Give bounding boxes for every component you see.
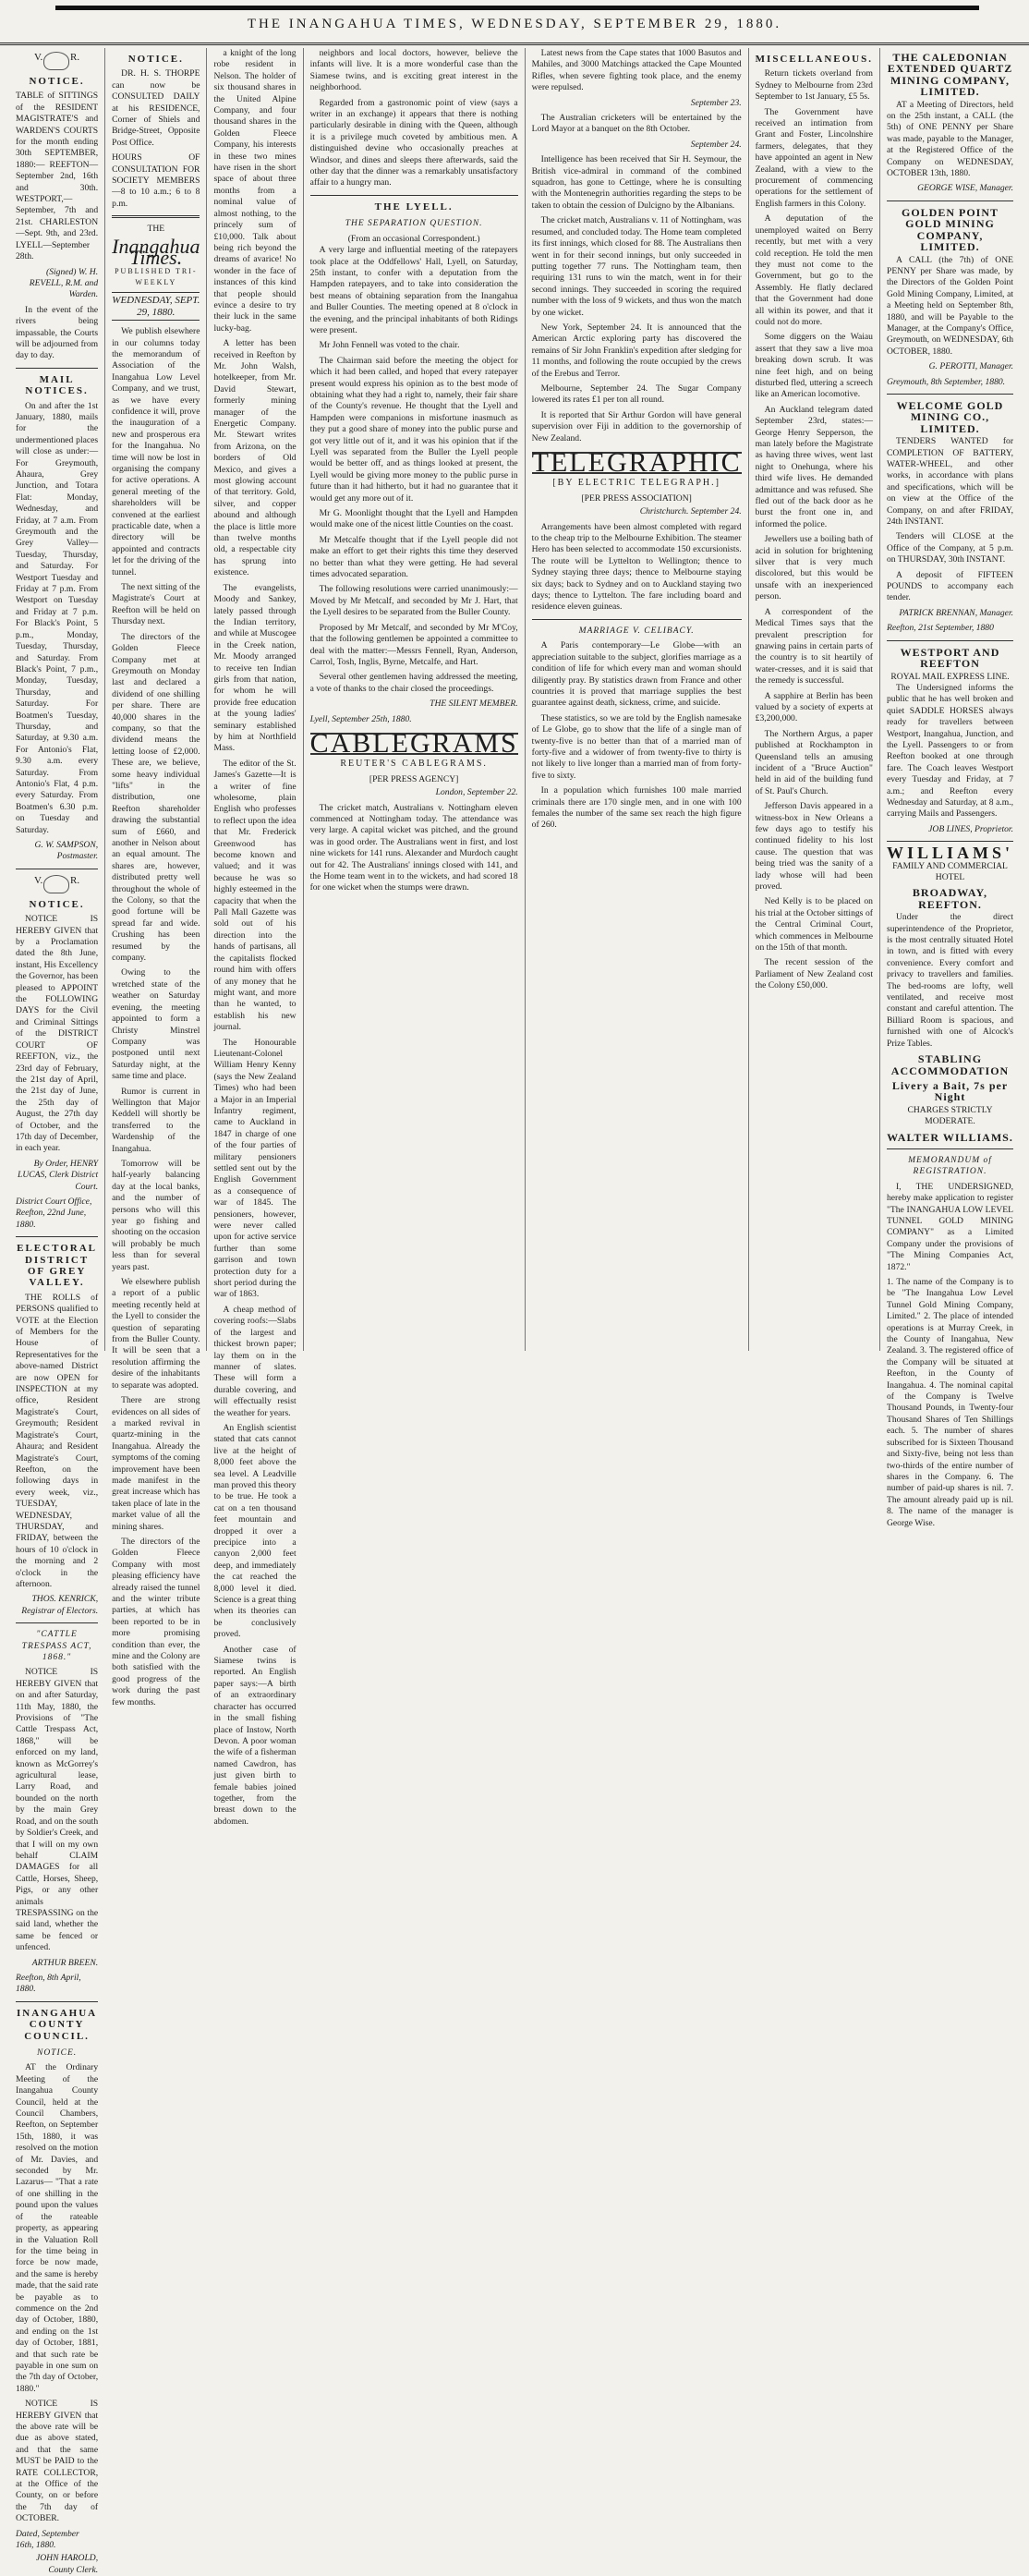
memorandum-body: I, THE UNDERSIGNED, hereby make application to register "The INANGAHUA LOW LEVEL TUNNEL GOLD MINING COMPANY" as a Limited Company under the provisions of "The Mining Companies Act, 1872." [886,1181,1014,1272]
cattle-date: Reefton, 8th April, 1880. [16,1972,81,1995]
district-court-signature: By Order, HENRY LUCAS, Clerk District Court. [17,1158,99,1192]
welcome-body-2: Tenders will CLOSE at the Office of the Company, at 5 p.m. on THURSDAY, 30th INSTANT. [886,531,1014,565]
cable-para: Intelligence has been received that Sir H. Seymour, the British vice-admiral in command of the combined squadron, has gone to Cettinge, where he is consulting with the Montenegrin authorities regarding the steps to be taken to obtain the cession of Dulcigno by the Albanians. [531,154,742,211]
williams-signature: WALTER WILLIAMS. [887,1130,1013,1144]
news-para: Another case of Siamese twins is reported. An English paper says:—A birth of an extraordinary character has occurred in the small fishing place of Instow, North Devon. A poor woman the wife of a fisherman named Cawdron, has just given birth to female babies joined together, from the breast down to the abdomen. [213,1644,297,1827]
stabling-heading: STABLING ACCOMMODATION [890,1052,1010,1077]
misc-para: Some diggers on the Waiau assert that they saw a live moa breaking down scrub. It was nine feet high, and on being disturbed fled, uttering a screech like an American locomotive. [755,332,873,400]
cable-agency: [PER PRESS AGENCY] [369,773,459,784]
electoral-signature: THOS. KENRICK, Registrar of Electors. [21,1594,99,1616]
column-6 [749,48,880,1351]
cablegrams-heading: CABLEGRAMS [309,727,518,759]
news-para: A cheap method of covering roofs:—Slabs of the largest and thickest brown paper; lay them on in the manner of slates. These will form a durable covering, and will effectually resist the weather for years. [213,1304,297,1418]
lyell-para: Several other gentlemen having addressed the meeting, a vote of thanks to the chair closed the proceedings. [309,672,518,694]
cable-para: New York, September 24. It is announced that the American Arctic exploring party has discovered the remains of Sir John Franklin's expedition after sledging for 11 months, and following the route occupied by the crews of the Erebus and Terror. [531,322,742,379]
divider [887,640,1013,641]
misc-para: Ned Kelly is to be placed on his trial at the October sittings of the Central Criminal Court, which commences in Melbourne on the 15th of that month. [755,896,873,954]
williams-heading: WILLIAMS' [886,844,1014,863]
caledonian-body: AT a Meeting of Directors, held on the 25th instant, a CALL (the 5th) of ONE PENNY per Share was made, payable to the Manager, at the Registered Office of the Company on WEDNESDAY, OCTOBER 13th, 1880. [886,99,1014,179]
council-heading: INANGAHUA COUNTY COUNCIL. [17,2007,98,2042]
cattle-heading: "CATTLE TRESPASS ACT, 1868." [21,1630,92,1662]
district-court-date: District Court Office, Reefton, 22nd June, 1880. [16,1196,92,1230]
editorial-para: There are strong evidences on all sides of a marked revival in quartz-mining in the Inangahua. Already the symptoms of the coming improvement have been made manifest in the great increase which has taken place of late in the market value of all the mining shares. [112,1395,200,1532]
news-para: Regarded from a gastronomic point of view (says a writer in an exchange) it appears that there is nothing particularly desirable in dining with the Queen, although it is a privilege much coveted by ambitious men. A distinguished devine who occasionally preaches at Windsor, and dines and sleeps there afterwards, said the other day that the dinner was a remarkably unsatisfactory affair to a hungry man. [309,97,518,188]
cable-para: Melbourne, September 24. The Sugar Company lowered its rates £1 per ton all round. [531,383,742,406]
column-2 [105,48,207,1707]
news-para: neighbors and local doctors, however, believe the infants will live. It is a more wonderful case than the Siamese twins, and is exciting great interest in the neighborhood. [309,48,518,93]
cable-para: Latest news from the Cape states that 1000 Basutos and Mahiles, and 3000 Matchings attacked the Cape Mounted Rifles, when severe fighting took place, and the enemy were repulsed. [531,48,742,93]
mail-signature: G. W. SAMPSON, Postmaster. [34,840,99,862]
sittings-table: TABLE of SITTINGS of the RESIDENT MAGISTRATE'S and WARDEN'S COURTS for the month ending 30th SEPTEMBER, 1880:— REEFTON—September 2nd, 16th and 30th. WESTPORT,—September, 7th and 21st. CHARLESTON—Sept. 9th, and 23rd. LYELL—September 28th. [16,91,99,262]
misc-para: The Northern Argus, a paper published at Rockhampton in Queensland tells an amusing incident of a "Bruce Auction" held in aid of the building fund of St. Paul's Church. [755,728,873,796]
editorial-para: The directors of the Golden Fleece Company met at Greymouth on Monday last and declared a dividend of one shilling per share. There are 40,000 shares in the company, so that the dividend means the letting loose of £2,000. These are, we believe, some heavy individual "lifts" in the distribution, one Reefton shareholder drawing the substantial sum of £660, and another in Nelson about an equal amount. The shares are, however, distributed pretty well throughout the whole of the Colony, so that the good fortune will be spread far and wide. Crushing has been resumed by the company. [112,631,200,964]
council-signature: JOHN HAROLD, County Clerk. [35,2553,99,2575]
golden-point-signature: G. PEROTTI, Manager. [928,361,1014,372]
divider [310,195,518,196]
notice-heading: NOTICE. [29,898,85,910]
council-notice-heading: NOTICE. [36,2048,78,2058]
r-letter: R. [70,52,80,63]
cattle-body: NOTICE IS HEREBY GIVEN that on and after Saturday, 11th May, 1880, the Provisions of "The Cattle Trespass Act, 1868," will be enforced on my land, known as McGorrey's agricultural lease, Larry Road, and bounded on the north by the main Grey Road, and on the south by Soldier's Creek, and that I will on my own behalf CLAIM DAMAGES for all Cattle, Horses, Sheep, Pigs, or any other animals TRESPASSING on the said land, whether the same be fenced or unfenced. [16,1667,99,1953]
editorial-para: The directors of the Golden Fleece Company with most pleasing efficiency have already raised the tunnel and the winter tribute parties, at which has been reported to be in more promising condition than ever, the mine and the Colony are both satisfied with the good progress of the work during the past few months. [112,1536,200,1707]
thorpe-notice: DR. H. S. THORPE can now be CONSULTED DAILY at his RESIDENCE, Corner of Shiels and Bridge-Street, Opposite Post Office. [112,68,200,148]
williams-body: Under the direct superintendence of the Proprietor, is the most centrally situated Hotel in town, and is fitted with every convenience. Every comfort and privacy to travellers and families. The bed-rooms are lofty, well ventilated, and receive most constant and careful attention. The Billiard Room is spacious, and furnished with one of Alcock's Prize Tables. [886,912,1014,1049]
welcome-signature: PATRICK BRENNAN, Manager. [899,607,1014,618]
paper-date: WEDNESDAY, SEPT. 29, 1880. [112,292,200,321]
masthead-rule [55,6,979,10]
sittings-signature: (Signed) W. H. REVELL, R.M. and Warden. [29,266,99,300]
misc-para: A correspondent of the Medical Times says that the prevalent prescription for gnawing pains in certain parts of the country is to sit heartily of water-cresses, and it is said that the remedy is successful. [755,606,873,687]
notice-heading: NOTICE. [127,54,184,65]
dateline: September 24. [690,139,742,150]
westport-reefton-heading: WESTPORT AND REEFTON [900,645,1000,671]
lyell-para: A very large and influential meeting of the ratepayers took place at the Oddfellows' Hall, Lyell, on Saturday, 25th instant, to confer with a deputation from the Hampden ratepayers, and to take into consideration the best means of obtaining separation from the Inangahua and Buller Counties. The meeting opened at 8 o'clock in the evening, and the principal inhabitants of both Ridings were present. [309,245,518,335]
column-1 [9,48,105,2575]
paper-title: Inangahua Times. [112,234,200,270]
express-line-body: The Undersigned informs the public that he has well broken and quiet SADDLE HORSES always ready for travellers between Westport, Inangahua, Junction, and the Lyell. Passengers to or from Reefton booked at one through fare. The Coach leaves Westport every Tuesday and Friday, at 7 a.m.; and Reefton every Wednesday and Saturday, at 8 a.m., carrying Mails and Passengers. [886,682,1014,820]
news-para: The editor of the St. James's Gazette—It is a writer of fine wholesome, plain English who professes to reflect upon the idea that Mr. Frederick Greenwood has become known and valued; and it was because he was so highly esteemed in the capacity that when the Pall Mall Gazette was sold out of his direction into the hands of partisans, all the capitalists flocked round him with offers of any money that he might want, and more than he wanted, to establish his new journal. [213,758,297,1033]
misc-para: Return tickets overland from Sydney to Melbourne from 23rd September to 1st January, £5 5s. [755,68,873,103]
celibacy-para: A Paris contemporary—Le Globe—with an appreciation suitable to the subject, glorifies marriage as a condition of life for which every man and woman should diligently pray. By statistics drawn from France and other countries it is proved that marriage supplies the best guarantee against death, sickness, crime, and suicide. [531,640,742,709]
telegraph-para: Arrangements have been almost completed with regard to the cheap trip to the Melbourne Exhibition. The steamer Hero has been selected to accommodate 150 excursionists. The route will be Lyttelton to Wellington; thence to Sydney staying three days; thence to Melbourne staying six days; back to Sydney and on to Auckland staying two days; thence to Lyttelton. The fare including board and residence eleven guineas. [531,521,742,613]
misc-para: Jewellers use a boiling bath of acid in solution for brightening silver that is very much discolored, but this would be unsafe with an inexperienced person. [755,534,873,602]
williams-subheading: FAMILY AND COMMERCIAL HOTEL [892,860,1008,882]
masthead-title: THE INANGAHUA TIMES, WEDNESDAY, SEPTEMBER 29, 1880. [247,17,782,31]
newspaper-columns [9,48,1020,2575]
sittings-note: In the event of the rivers being impassable, the Courts will be adjourned from day to day. [16,304,99,361]
celibacy-heading: MARRIAGE V. CELIBACY. [578,626,695,636]
news-para: The evangelists, Moody and Sankey, lately passed through the Indian territory, and while at Muscogee in the Creek nation, Mr. Moody arranged to receive ten Indian girls from that nation, for whom he will provide free education at the young ladies' seminary established by him at Northfield Mass. [213,582,297,754]
council-date: Dated, September 16th, 1880. [16,2528,79,2551]
misc-para: A deputation of the unemployed waited on Berry recently, but met with a very cold reception. He told the men they must not come to the Government, but go to the Assembly. He flatly declared that the Government had done all within its power, and that it could not do more. [755,213,873,327]
cable-para: The Australian cricketers will be entertained by the Lord Mayor at a banquet on the 8th October. [531,113,742,135]
column-7 [880,48,1020,1528]
cable-para: It is reported that Sir Arthur Gordon will have general supervision over Fiji in addition to the governorship of New Zealand. [531,409,742,444]
lyell-signature: THE SILENT MEMBER. [430,699,518,710]
lyell-subheading: THE SEPARATION QUESTION. [345,219,483,229]
v-letter: V. [34,874,43,886]
caledonian-signature: GEORGE WISE, Manager. [917,183,1014,194]
column-5 [526,48,749,1351]
editorial-para: Tomorrow will be half-yearly balancing day at the local banks, and the number of persons who will this year go fishing and shooting on the occasion will probably be much less than for several years past. [112,1158,200,1272]
thorpe-hours: HOURS OF CONSULTATION FOR SOCIETY MEMBERS—8 to 10 a.m.; 6 to 8 p.m. [112,152,200,209]
misc-para: An Auckland telegram dated September 23rd, states:—George Henry Sepperson, the man lately before the Magistrate as having three wives, went last night to Onehunga, where his third wife lives. He demanded admittance and was refused. She fled out of the back door as he burst the front one in, and informed the police. [755,404,873,529]
misc-para: The Government have received an intimation from Grant and Foster, Lincolnshire farmers, delegates, that they have appointed an agent in New Zealand, with a view to the procurement of commencing operations for the settlement of English farmers in this Colony. [755,106,873,209]
misc-para: The recent session of the Parliament of New Zealand cost the Colony £50,000. [755,957,873,991]
royal-arms [34,875,79,893]
divider [16,1622,98,1623]
editorial-para: We elsewhere publish a report of a public meeting recently held at the Lyell to consider the question of separating from the Buller County. It will be seen that a resolution affirming the desire of the inhabitants to separate was adopted. [112,1277,200,1391]
mail-notices-heading: MAIL NOTICES. [25,373,89,397]
misc-para: Jefferson Davis appeared in a witness-box in New Orleans a few days ago to testify his continued fidelity to his lost cause. The question that was being tried was the sanity of a lady whose will had been proved. [755,801,873,893]
paper-the: THE [147,224,165,235]
crest-icon [43,875,69,893]
lyell-para: Mr Metcalfe thought that if the Lyell people did not make an effort to get their rights this time they deserved no better than what they were getting. He had several times advocated separation. [309,534,518,580]
celibacy-para: These statistics, so we are told by the English namesake of Le Globe, go to show that the life of a single man of twenty-five is no better than that of a married man of forty-five and a widower of from twenty-five to thirty is not likely to live longer than a married man of from forty-five to sixty. [531,712,742,781]
express-line-signature: JOB LINES, Proprietor. [928,823,1014,834]
telegraph-agency: [PER PRESS ASSOCIATION] [581,492,692,504]
electoral-body: THE ROLLS of PERSONS qualified to VOTE at the Election of Members for the House of Representatives for the above-named District are now OPEN for INSPECTION at my office, Resident Magistrate's Court, Greymouth; Resident Magistrate's Court, Ahaura; and Resident Magistrate's Court, Reefton, on the following days in every week, viz., TUESDAY, WEDNESDAY, THURSDAY, and FRIDAY, between the hours of 10 o'clock in the morning and 2 o'clock in the afternoon. [16,1292,99,1589]
lyell-para: Mr G. Moonlight thought that the Lyell and Hampden would make one of the nicest little Counties on the coast. [309,508,518,530]
district-court-notice: NOTICE IS HEREBY GIVEN that by a Proclamation dated the 8th June, instant, His Excellency the Governor, has been pleased to APPOINT the FOLLOWING DAYS for the Civil and Criminal Sittings of the DISTRICT COURT OF REEFTON, viz., the 23rd day of February, the 21st day of April, the 21st day of June, the 25th day of August, the 27th day of October, and the 17th day of December, in each year. [16,914,99,1154]
council-body-2: NOTICE IS HEREBY GIVEN that the above rate will be due as above stated, and that the same MUST be PAID to the RATE COLLECTOR, at the Office of the County, on or before the 7th day of OCTOBER. [16,2399,99,2524]
cable-dateline: London, September 22. [435,787,518,798]
express-line-subheading: ROYAL MAIL EXPRESS LINE. [890,671,1010,682]
cattle-signature: ARTHUR BREEN. [31,1957,99,1968]
livery-line: Livery a Bait, 7s per Night [891,1078,1009,1104]
lyell-para: The Chairman said before the meeting the object for which it had been called, and hoped that every ratepayer present would express his opinion as to the best mode of obtaining what they had a right to, namely, their fair share of the County's revenue. He thought that the Lyell and Hampden were companions in misfortune inasmuch as they put a good share of money into the public purse and got very little out of it, and it was his opinion that if the Lyell was separated from the Buller the Lyell people would be better off, and as things looked at present, the Lyell would be giving more money to the public purse in future than it had hitherto, but it had no guarantee that it would get any more out of it. [309,355,518,504]
lyell-heading: THE LYELL. [374,200,454,213]
news-para: An English scientist stated that cats cannot live at the height of 8,000 feet above the sea level. A Leadville man proved this theory to be true. He took a cat on a ten thousand feet mountain and dropped it over a precipice into a canyon 2,000 feet deep, and immediately the cat reached the 8,000 level it died. Science is a great thing when its theories can be conclusively proved. [213,1422,297,1640]
masthead [0,0,1029,45]
column-4 [304,48,526,1351]
news-para: A letter has been received in Reefton by Mr. John Walsh, hotelkeeper, from Mr. David Stewart, formerly mining manager of the Energetic Company. Mr. Stewart writes from Arizona, on the borders of Old Mexico, and gives a most glowing account of that territory. Gold, silver, and copper abound and although the place is little more than twelve months old, a respectable city has sprung into existence. [213,338,297,578]
editorial-para: Owing to the wretched state of the weather on Saturday evening, the meeting appointed to form a Christy Minstrel Company was postponed until next Saturday night, at the same time and place. [112,967,200,1082]
editorial-para: We publish elsewhere in our columns today the memorandum of Association of the Inangahua Low Level Company, and we trust, as we have every confidence it will, prove the inauguration of a new and prosperous era for the Inangahua. No time will now be lost in organising the company for active operations. A general meeting of the shareholders will be convened at the earliest practicable date, when a directory will be appointed and contracts let for the driving of the tunnel. [112,326,200,577]
welcome-body-3: A deposit of FIFTEEN POUNDS to accompany each tender. [886,569,1014,603]
paper-subtitle: PUBLISHED TRI-WEEKLY [115,266,198,286]
celibacy-para: In a population which furnishes 100 male married criminals there are 170 single men, and in one with 100 females the number of the same sex reach the high figure of 260. [531,785,742,831]
divider [887,394,1013,395]
telegraphic-heading: TELEGRAPHIC [531,447,742,478]
royal-arms [34,52,79,70]
misc-para: A sapphire at Berlin has been valued by a society of experts at £3,200,000. [755,690,873,724]
divider [112,215,200,218]
council-body: AT the Ordinary Meeting of the Inangahua County Council, held at the Council Chambers, Reefton, on September 15th, 1880, it was resolved on the motion of Mr. Davies, and seconded by Mr. Lazarus— "That a rate of one shilling in the pound upon the values of the rateable property, as appearing in the Valuation Roll for the time being in force be now made, and the same is hereby made, that the said rate be payable as to commence on the 2nd day of October, 1880, and ending on the 1st day of October, 1881, and that such rate be payable in one sum on the 7th day of October, 1880." [16,2062,99,2394]
memorandum-heading: MEMORANDUM of REGISTRATION. [908,1155,992,1177]
memorandum-items: 1. The name of the Company is to be "The Inangahua Low Level Tunnel Gold Mining Company, Limited." 2. The place of intended operations is at Murray Creek, in the County of Inangahua, New Zealand. 3. The registered office of the Company will be situated at Reefton, in the County of Inangahua. 4. The nominal capital of the Company is Twelve Thousand Pounds, in Twenty-four Thousand Shares of Ten Shillings each. 5. The number of shares subscribed for is Sixteen Thousand and Sixty-five, being not less than two-thirds of the entire number of shares in the Company. 6. The number of paid-up shares is nil. 7. The amount already paid up is nil. 8. The name of the manager is George Wise. [886,1277,1014,1528]
golden-point-date: Greymouth, 8th September, 1880. [886,376,1006,387]
divider [16,2001,98,2002]
news-para: The Honourable Lieutenant-Colonel William Henry Kenny (says the New Zealand Times) who had been a Major in an Imperial Infantry regiment, came to Auckland in 1847 in charge of one of the four parties of military pensioners settled sent out by the English Government as a consequence of war of 1845. The pensioners, however, were never called upon for active service further than some garrison and town protection duty for a short period during the war of 1863. [213,1037,297,1300]
charges-line: CHARGES STRICTLY MODERATE. [907,1104,993,1127]
welcome-date: Reefton, 21st September, 1880 [886,623,994,634]
divider [16,1236,98,1237]
cable-para: The cricket match, Australians v. 11 of Nottingham, was resumed, and concluded today. The Home team completed its first innings, which closed for 88. The Australians then went in for their second innings, but only succeeded in putting together 77 runs. The Nottingham team, then requiring 131 runs to win the match, went in for their second innings. They succeeded in scoring the required number with the loss of 9 wickets, and thus won the match by one wicket. [531,215,742,318]
lyell-correspondent: (From an occasional Correspondent.) [347,233,480,244]
divider [16,368,98,369]
lyell-date: Lyell, September 25th, 1880. [309,713,412,724]
reuters-subheading: REUTER'S CABLEGRAMS. [340,759,488,770]
telegraph-subheading: [BY ELECTRIC TELEGRAPH.] [552,478,720,489]
editorial-para: Rumor is current in Wellington that Major Keddell will shortly be transferred to the Wardenship of the Inangahua. [112,1086,200,1154]
dateline: September 23. [690,97,742,108]
r-letter: R. [70,874,80,886]
divider [887,200,1013,201]
divider [887,1148,1013,1149]
golden-point-body: A CALL (the 7th) of ONE PENNY per Share was made, by the Directors of the Golden Point Gold Mining Company, Limited, at a Meeting held on September 8th, 1880, and will be Payable to the Manager, at the Company's Office, Greymouth, on WEDNESDAY, 6th OCTOBER, 1880. [886,254,1014,357]
electoral-heading: ELECTORAL DISTRICT OF GREY VALLEY. [17,1243,97,1289]
v-letter: V. [34,52,43,63]
lyell-para: Proposed by Mr Metcalf, and seconded by Mr M'Coy, that the following gentlemen be appointed a committee to deal with the matter:—Messrs Fennell, Ryan, Anderson, Carrol, Tosh, Inglis, Byrne, Metcalfe, and Hart. [309,622,518,667]
welcome-heading: WELCOME GOLD MINING CO., LIMITED. [896,398,1004,435]
telegraph-dateline: Christchurch. September 24. [639,506,742,517]
editorial-para: The next sitting of the Magistrate's Court at Reefton will be held on Thursday next. [112,582,200,627]
cable-para: The cricket match, Australians v. Nottingham eleven commenced at Nottingham today. The attendance was very large. A capital wicket was pitched, and the ground was in good order. The Australians went in first, and lost nine wickets for 141 runs. Alexander and Murdoch caught out for 42. The Australians' innings closed with 141, and the Home team went in to the wickets, and had scored 18 for one wicket when the stumps were drawn. [309,802,518,893]
welcome-body: TENDERS WANTED for COMPLETION OF BATTERY, WATER-WHEEL, and other works, in accordance with plans and specifications, which will be on view at the Office of the Company, on and after FRIDAY, 24th INSTANT. [886,436,1014,528]
column-3 [207,48,303,1827]
crest-icon [43,52,69,70]
williams-place: BROADWAY, REEFTON. [912,886,988,911]
mail-notices-body: On and after the 1st January, 1880, mails for the undermentioned places will close as under:— For Greymouth, Ahaura, Grey Junction, and Totara Flat: Monday, Wednesday, and Friday, at 7 a.m. From Greymouth and the Grey Valley—Tuesday, Thursday, and Saturday. For Westport Tuesday and Friday at 7 p.m. From Westport on Tuesday and Friday at 7 p.m. For Black's Point, 5 p.m., Monday, Tuesday, Thursday, and Saturday. From Black's Point, 7 p.m., Monday, Tuesday, Thursday, and Saturday. For Boatmen's Tuesday, Thursday, and Saturday, at 9.30 a.m. For Antonio's Flat, 9.30 a.m. every Saturday. From Antonio's Flat, 4 p.m. every Saturday. From Boatmen's 6.30 p.m. on Tuesday and Saturday. [16,400,99,835]
notice-heading: NOTICE. [29,76,85,87]
divider [887,841,1013,842]
golden-point-heading: GOLDEN POINT GOLD MINING COMPANY, LIMITED. [901,205,999,254]
lyell-para: The following resolutions were carried unanimously:— Moved by Mr Metcalf, and seconded by Mr J. Hart, that the Lyell desires to be separated from the Buller County. [309,584,518,618]
caledonian-heading: THE CALEDONIAN EXTENDED QUARTZ MINING COMPANY, LIMITED. [887,51,1013,99]
miscellaneous-heading: MISCELLANEOUS. [755,54,873,65]
divider [532,619,742,620]
lyell-para: Mr John Fennell was voted to the chair. [319,340,460,351]
news-para: a knight of the long robe resident in Nelson. The holder of six thousand shares in the United Alpine Company, and four thousand shares in the Golden Fleece Company, his interests in these two mines have risen in the short space of about three months from a nominal value of almost nothing, to the princely sum of £10,000. Talk about being rich beyond the dreams of avarice! No wonder in the face of instances of this kind that people should evince a desire to try their luck in the same lucky-bag. [213,48,297,334]
